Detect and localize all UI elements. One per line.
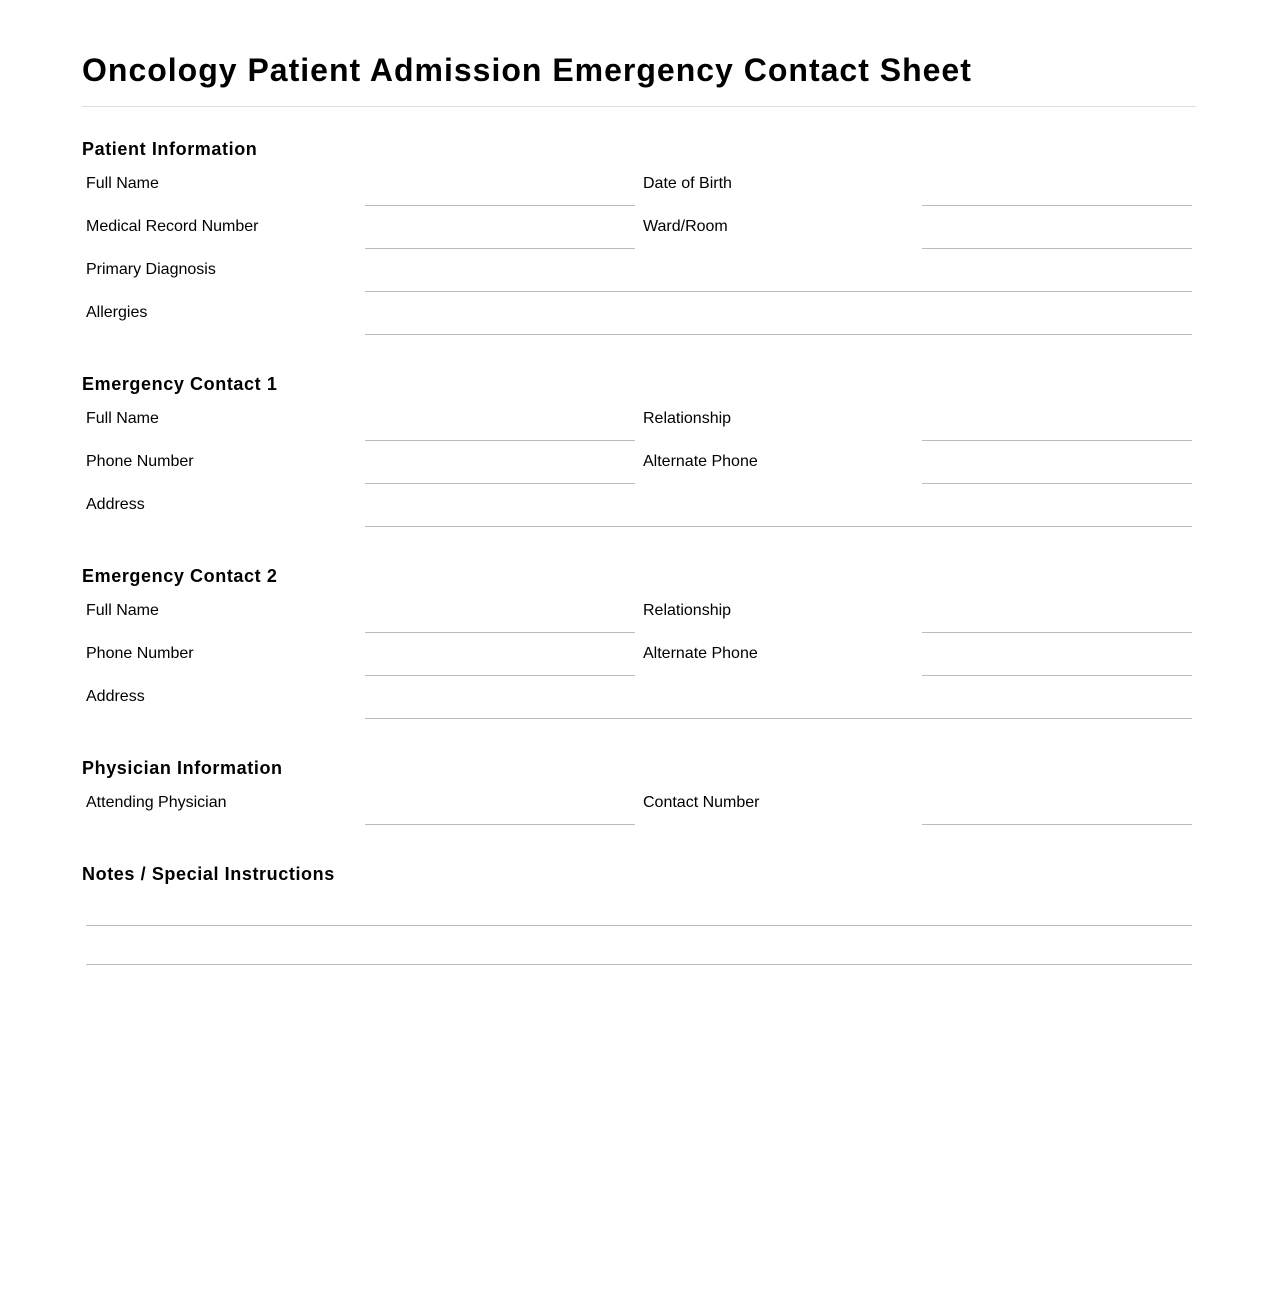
full-name-field[interactable]	[361, 163, 640, 206]
form-row	[82, 676, 1196, 719]
notes-area[interactable]	[82, 887, 1196, 965]
form-row	[82, 206, 1196, 249]
label-date-of-birth: Date of Birth	[643, 175, 732, 192]
form-row	[82, 782, 1196, 825]
contact-sheet	[82, 0, 1196, 965]
section-title: Physician Information	[82, 758, 283, 778]
form-row	[82, 163, 1196, 206]
section-title: Patient Information	[82, 139, 258, 159]
section-title: Emergency Contact 1	[82, 374, 278, 394]
contact1-alternate-phone-field[interactable]	[918, 441, 1197, 484]
label-relationship: Relationship	[643, 410, 732, 427]
label-alternate-phone: Alternate Phone	[643, 453, 758, 470]
label-attending-physician: Attending Physician	[86, 794, 227, 811]
form-row	[82, 590, 1196, 633]
label-primary-diagnosis: Primary Diagnosis	[86, 261, 216, 278]
section-patient-information	[82, 138, 1196, 335]
label-medical-record-number: Medical Record Number	[86, 218, 259, 235]
section-title: Emergency Contact 2	[82, 566, 278, 586]
contact2-alternate-phone-field[interactable]	[918, 633, 1197, 676]
attending-physician-field[interactable]	[361, 782, 640, 825]
form-row	[82, 484, 1196, 527]
patient-fields	[82, 163, 1196, 335]
form-row	[82, 398, 1196, 441]
contact2-phone-field[interactable]	[361, 633, 640, 676]
contact1-relationship-field[interactable]	[918, 398, 1197, 441]
date-of-birth-field[interactable]	[918, 163, 1197, 206]
label-alternate-phone: Alternate Phone	[643, 645, 758, 662]
form-row	[82, 633, 1196, 676]
form-row	[82, 249, 1196, 292]
contact1-full-name-field[interactable]	[361, 398, 640, 441]
label-address: Address	[86, 496, 145, 513]
medical-record-number-field[interactable]	[361, 206, 640, 249]
contact1-address-field[interactable]	[361, 484, 1197, 527]
allergies-field[interactable]	[361, 292, 1197, 335]
label-full-name: Full Name	[86, 410, 159, 427]
section-title: Notes / Special Instructions	[82, 864, 335, 884]
ward-room-field[interactable]	[918, 206, 1197, 249]
form-row	[82, 441, 1196, 484]
label-phone-number: Phone Number	[86, 453, 194, 470]
contact2-relationship-field[interactable]	[918, 590, 1197, 633]
notes-line[interactable]	[86, 887, 1192, 926]
physician-contact-number-field[interactable]	[918, 782, 1197, 825]
title-divider	[82, 106, 1196, 107]
contact2-fields	[82, 590, 1196, 719]
label-full-name: Full Name	[86, 602, 159, 619]
contact2-address-field[interactable]	[361, 676, 1197, 719]
section-physician-information	[82, 757, 1196, 825]
contact1-fields	[82, 398, 1196, 527]
label-address: Address	[86, 688, 145, 705]
notes-line[interactable]	[86, 926, 1192, 965]
contact2-full-name-field[interactable]	[361, 590, 640, 633]
section-emergency-contact-2	[82, 565, 1196, 719]
label-full-name: Full Name	[86, 175, 159, 192]
page-title: Oncology Patient Admission Emergency Contact Sheet	[82, 52, 972, 88]
section-notes	[82, 863, 1196, 965]
primary-diagnosis-field[interactable]	[361, 249, 1197, 292]
label-allergies: Allergies	[86, 304, 148, 321]
contact1-phone-field[interactable]	[361, 441, 640, 484]
label-relationship: Relationship	[643, 602, 732, 619]
label-ward-room: Ward/Room	[643, 218, 728, 235]
form-row	[82, 292, 1196, 335]
section-emergency-contact-1	[82, 373, 1196, 527]
label-contact-number: Contact Number	[643, 794, 760, 811]
label-phone-number: Phone Number	[86, 645, 194, 662]
physician-fields	[82, 782, 1196, 825]
